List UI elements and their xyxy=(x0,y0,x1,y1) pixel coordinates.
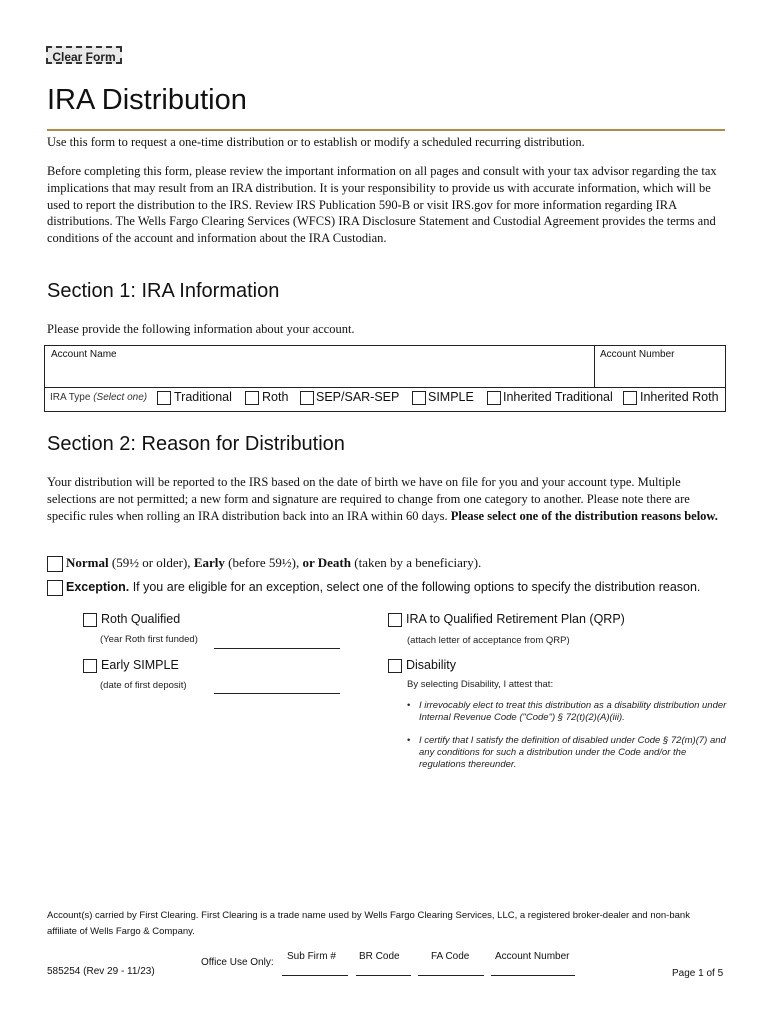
sub-firm-label: Sub Firm # xyxy=(287,951,336,962)
office-use-label: Office Use Only: xyxy=(201,957,274,968)
section1-prompt: Please provide the following information about your account. xyxy=(47,322,355,336)
sub-firm-input[interactable] xyxy=(282,975,348,976)
exception-checkbox[interactable] xyxy=(47,580,63,596)
qrp-label: IRA to Qualified Retirement Plan (QRP) xyxy=(406,612,625,626)
disability-attest: By selecting Disability, I attest that: xyxy=(407,679,554,690)
sep-label: SEP/SAR-SEP xyxy=(316,390,400,404)
br-code-input[interactable] xyxy=(356,975,411,976)
ira-type-label: IRA Type (Select one) xyxy=(50,392,148,403)
disability-bullet-2: I certify that I satisfy the definition of disabled under Code § 72(m)(7) and any conditions for such a distribution under the Code and/or the regulations thereunder. xyxy=(419,735,726,770)
first-deposit-label: (date of first deposit) xyxy=(100,680,187,691)
sep-checkbox[interactable] xyxy=(300,391,314,405)
disability-label: Disability xyxy=(406,658,457,672)
page-title: IRA Distribution xyxy=(47,84,247,116)
page-number: Page 1 of 5 xyxy=(672,968,724,979)
section1-heading: Section 1: IRA Information xyxy=(47,280,280,302)
account-number-field[interactable] xyxy=(595,346,725,387)
account-info-table xyxy=(44,345,726,412)
clear-form-button[interactable]: Clear Form xyxy=(46,46,122,64)
footer-disclaimer: Account(s) carried by First Clearing. First Clearing is a trade name used by Wells Fargo Clearing Services, LLC, a registered broker-dealer and non-bank affiliate of Wells Fargo & Company. xyxy=(47,910,690,937)
first-deposit-input[interactable] xyxy=(214,693,340,694)
normal-checkbox[interactable] xyxy=(47,556,63,572)
normal-label: Normal (59½ or older), Early (before 59½), or Death (taken by a beneficiary). xyxy=(66,555,482,570)
disability-checkbox[interactable] xyxy=(388,659,402,673)
qrp-note: (attach letter of acceptance from QRP) xyxy=(407,635,570,646)
fa-code-input[interactable] xyxy=(418,975,484,976)
intro-line: Use this form to request a one-time distribution or to establish or modify a scheduled recurring distribution. xyxy=(47,135,585,149)
br-code-label: BR Code xyxy=(359,951,400,962)
exception-label: Exception. If you are eligible for an exception, select one of the following options to specify the distribution reason. xyxy=(66,580,701,594)
section2-instruction: Please select one of the distribution reasons below. xyxy=(450,508,718,523)
early-simple-checkbox[interactable] xyxy=(83,659,97,673)
title-divider xyxy=(47,129,725,131)
form-id: 585254 (Rev 29 - 11/23) xyxy=(47,966,155,977)
ira-type-hint: (Select one) xyxy=(93,392,148,403)
inherited-roth-checkbox[interactable] xyxy=(623,391,637,405)
simple-checkbox[interactable] xyxy=(412,391,426,405)
office-account-number-input[interactable] xyxy=(491,975,575,976)
fa-code-label: FA Code xyxy=(431,951,470,962)
inherited-traditional-label: Inherited Traditional xyxy=(503,390,613,404)
traditional-label: Traditional xyxy=(174,390,232,404)
bullet-dot: • xyxy=(407,735,411,746)
roth-year-input[interactable] xyxy=(214,648,340,649)
section2-heading: Section 2: Reason for Distribution xyxy=(47,433,345,455)
account-name-label: Account Name xyxy=(51,349,117,360)
office-account-number-label: Account Number xyxy=(495,951,570,962)
intro-paragraph: Before completing this form, please review the important information on all pages and consult with your tax advisor regarding the tax implications that may result from an IRA distribution. It is your responsibility to provide us with accurate information, which will be used to report the distribution to the IRS. Review IRS Publication 590-B or visit IRS.gov for more information regarding IRA distributions. The Wells Fargo Clearing Services (WFCS) IRA Disclosure Statement and Custodial Agreement provides the terms and conditions of the account and information about the IRA Custodian. xyxy=(47,164,717,246)
account-number-label: Account Number xyxy=(600,349,675,360)
section2-paragraph: Your distribution will be reported to the IRS based on the date of birth we have on file for you and your account type. Multiple selections are not permitted; a new form and signature are required to change from one category to another. Please note there are specific rules when rolling an IRA distribution back into an IRA within 60 days. Please select one of the distribution reasons below. xyxy=(47,475,718,523)
inherited-traditional-checkbox[interactable] xyxy=(487,391,501,405)
row-divider xyxy=(45,387,725,388)
roth-qualified-checkbox[interactable] xyxy=(83,613,97,627)
simple-label: SIMPLE xyxy=(428,390,474,404)
qrp-checkbox[interactable] xyxy=(388,613,402,627)
early-simple-label: Early SIMPLE xyxy=(101,658,179,672)
inherited-roth-label: Inherited Roth xyxy=(640,390,719,404)
bullet-dot: • xyxy=(407,700,411,711)
roth-checkbox[interactable] xyxy=(245,391,259,405)
roth-label: Roth xyxy=(262,390,289,404)
roth-year-label: (Year Roth first funded) xyxy=(100,634,198,645)
account-name-field[interactable] xyxy=(45,346,595,387)
roth-qualified-label: Roth Qualified xyxy=(101,612,181,626)
disability-bullet-1: I irrevocably elect to treat this distribution as a disability distribution under Internal Revenue Code ("Code") § 72(t)(2)(A)(iii). xyxy=(419,700,727,723)
traditional-checkbox[interactable] xyxy=(157,391,171,405)
